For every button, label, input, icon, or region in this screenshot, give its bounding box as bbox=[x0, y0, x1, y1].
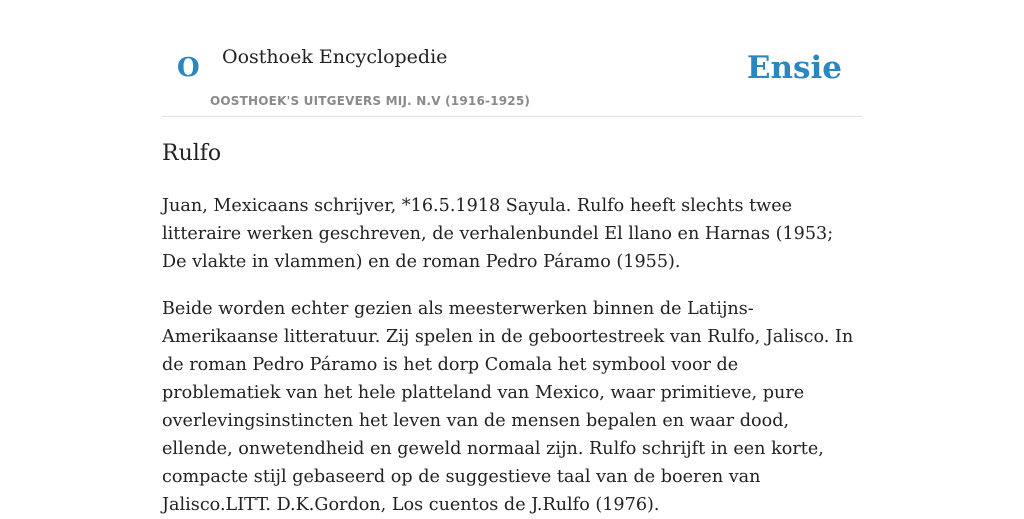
ensie-logo-link[interactable]: Ensie bbox=[746, 50, 842, 86]
entry-paragraph-2: Beide worden echter gezien als meesterwerken binnen de Latijns-Amerikaanse litteratuur. Zij spelen in de geboortestreek van Rulfo, Jalisco. In de roman Pedro Páramo is het dorp Comala het symbool voor de problematiek van het hele platteland van Mexico, waar primitieve, pure overlevingsinstincten het leven van de mensen bepalen en waar dood, ellende, onwetendheid en geweld normaal zijn. Rulfo schrijft in een korte, compacte stijl gebaseerd op de suggestieve taal van de boeren van Jalisco.LITT. D.K.Gordon, Los cuentos de J.Rulfo (1976). bbox=[162, 299, 854, 515]
entry-content bbox=[162, 136, 862, 519]
publisher-label: OOSTHOEK'S UITGEVERS MIJ. N.V (1916-1925) bbox=[210, 94, 531, 108]
source-title-link[interactable]: Oosthoek Encyclopedie bbox=[222, 46, 448, 68]
source-header bbox=[162, 0, 862, 117]
source-logo-icon[interactable]: O bbox=[177, 53, 200, 83]
entry-paragraph-1: Juan, Mexicaans schrijver, *16.5.1918 Sayula. Rulfo heeft slechts twee litteraire werken geschreven, de verhalenbundel El llano en Harnas (1953; De vlakte in vlammen) en de roman Pedro Páramo (1955). bbox=[162, 196, 834, 272]
entry-title: Rulfo bbox=[162, 141, 222, 166]
